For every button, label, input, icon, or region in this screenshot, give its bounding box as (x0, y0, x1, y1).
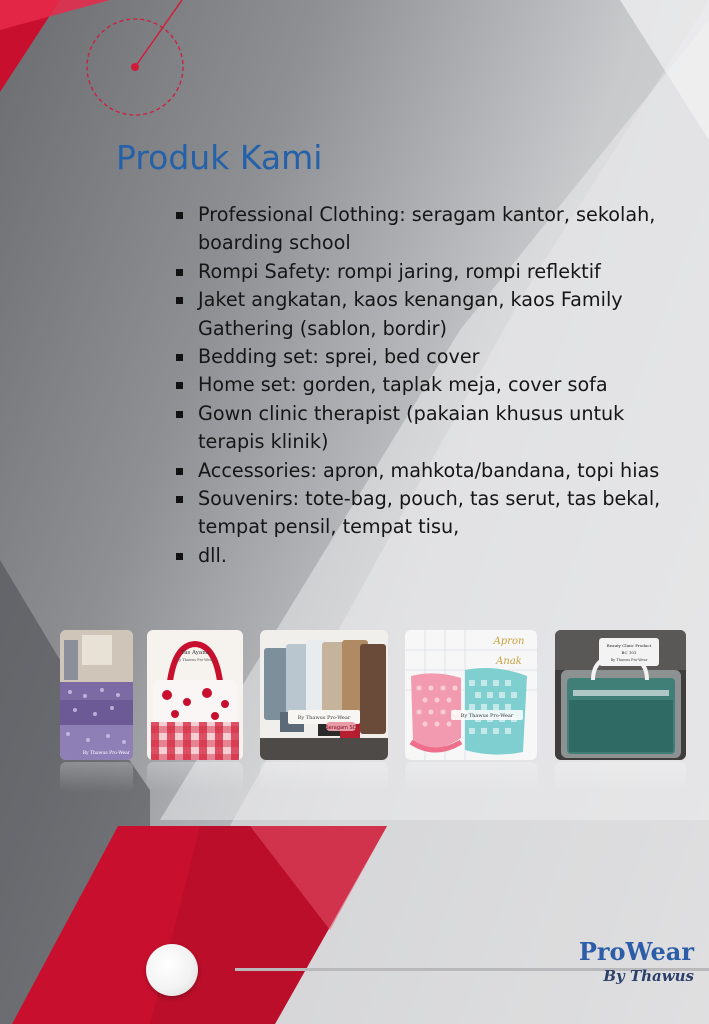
photo-caption: By Thawus Pro-Wear (82, 751, 130, 756)
photo-reflection (555, 762, 686, 792)
photo-caption: By Thawus Pro-Wear (297, 715, 351, 721)
product-list (175, 201, 675, 570)
list-item: Gown clinic therapist (pakaian khusus untuk terapis klinik) (175, 400, 675, 457)
photo-reflection (405, 762, 537, 792)
logo-tagline: By Thawus (603, 967, 694, 985)
list-item: Accessories: apron, mahkota/bandana, topi hias (175, 457, 675, 485)
list-item: Jaket angkatan, kaos kenangan, kaos Family Gathering (sablon, bordir) (175, 286, 675, 343)
list-item: Rompi Safety: rompi jaring, rompi reflektif (175, 258, 675, 286)
photo-uniforms (260, 630, 388, 760)
photo-title: Apron (493, 636, 525, 647)
prowear-logo (570, 938, 694, 986)
photo-clinic-product (555, 630, 686, 760)
footer-circle-decoration (146, 944, 198, 996)
photo-reflection (60, 762, 133, 792)
photo-title: Beauty Clinic Product (606, 643, 652, 648)
photo-title: Tas Ayana (180, 650, 210, 656)
photo-reflection (147, 762, 243, 792)
photo-caption: By Thawus Pro-Wear (610, 658, 648, 662)
photo-apron (405, 630, 537, 760)
list-item: Professional Clothing: seragam kantor, sekolah, boarding school (175, 201, 675, 258)
slide-title: Produk Kami (116, 138, 323, 177)
photo-caption: By Thawus Pro-Wear (176, 658, 214, 662)
photo-subtitle: Anak (496, 656, 522, 667)
photo-caption: By Thawus Pro-Wear (460, 713, 514, 719)
photo-reflection (260, 762, 388, 792)
photo-tag: Seragam SD (325, 725, 357, 731)
photo-tote-bag (147, 630, 243, 760)
list-item: dll. (175, 542, 675, 570)
list-item: Home set: gorden, taplak meja, cover sofa (175, 371, 675, 399)
list-item: Souvenirs: tote-bag, pouch, tas serut, tas bekal, tempat pensil, tempat tisu, (175, 485, 675, 542)
list-item: Bedding set: sprei, bed cover (175, 343, 675, 371)
photo-subtitle: BC 101 (621, 650, 637, 655)
photo-bedding (60, 630, 133, 760)
logo-name: ProWear (578, 937, 694, 966)
